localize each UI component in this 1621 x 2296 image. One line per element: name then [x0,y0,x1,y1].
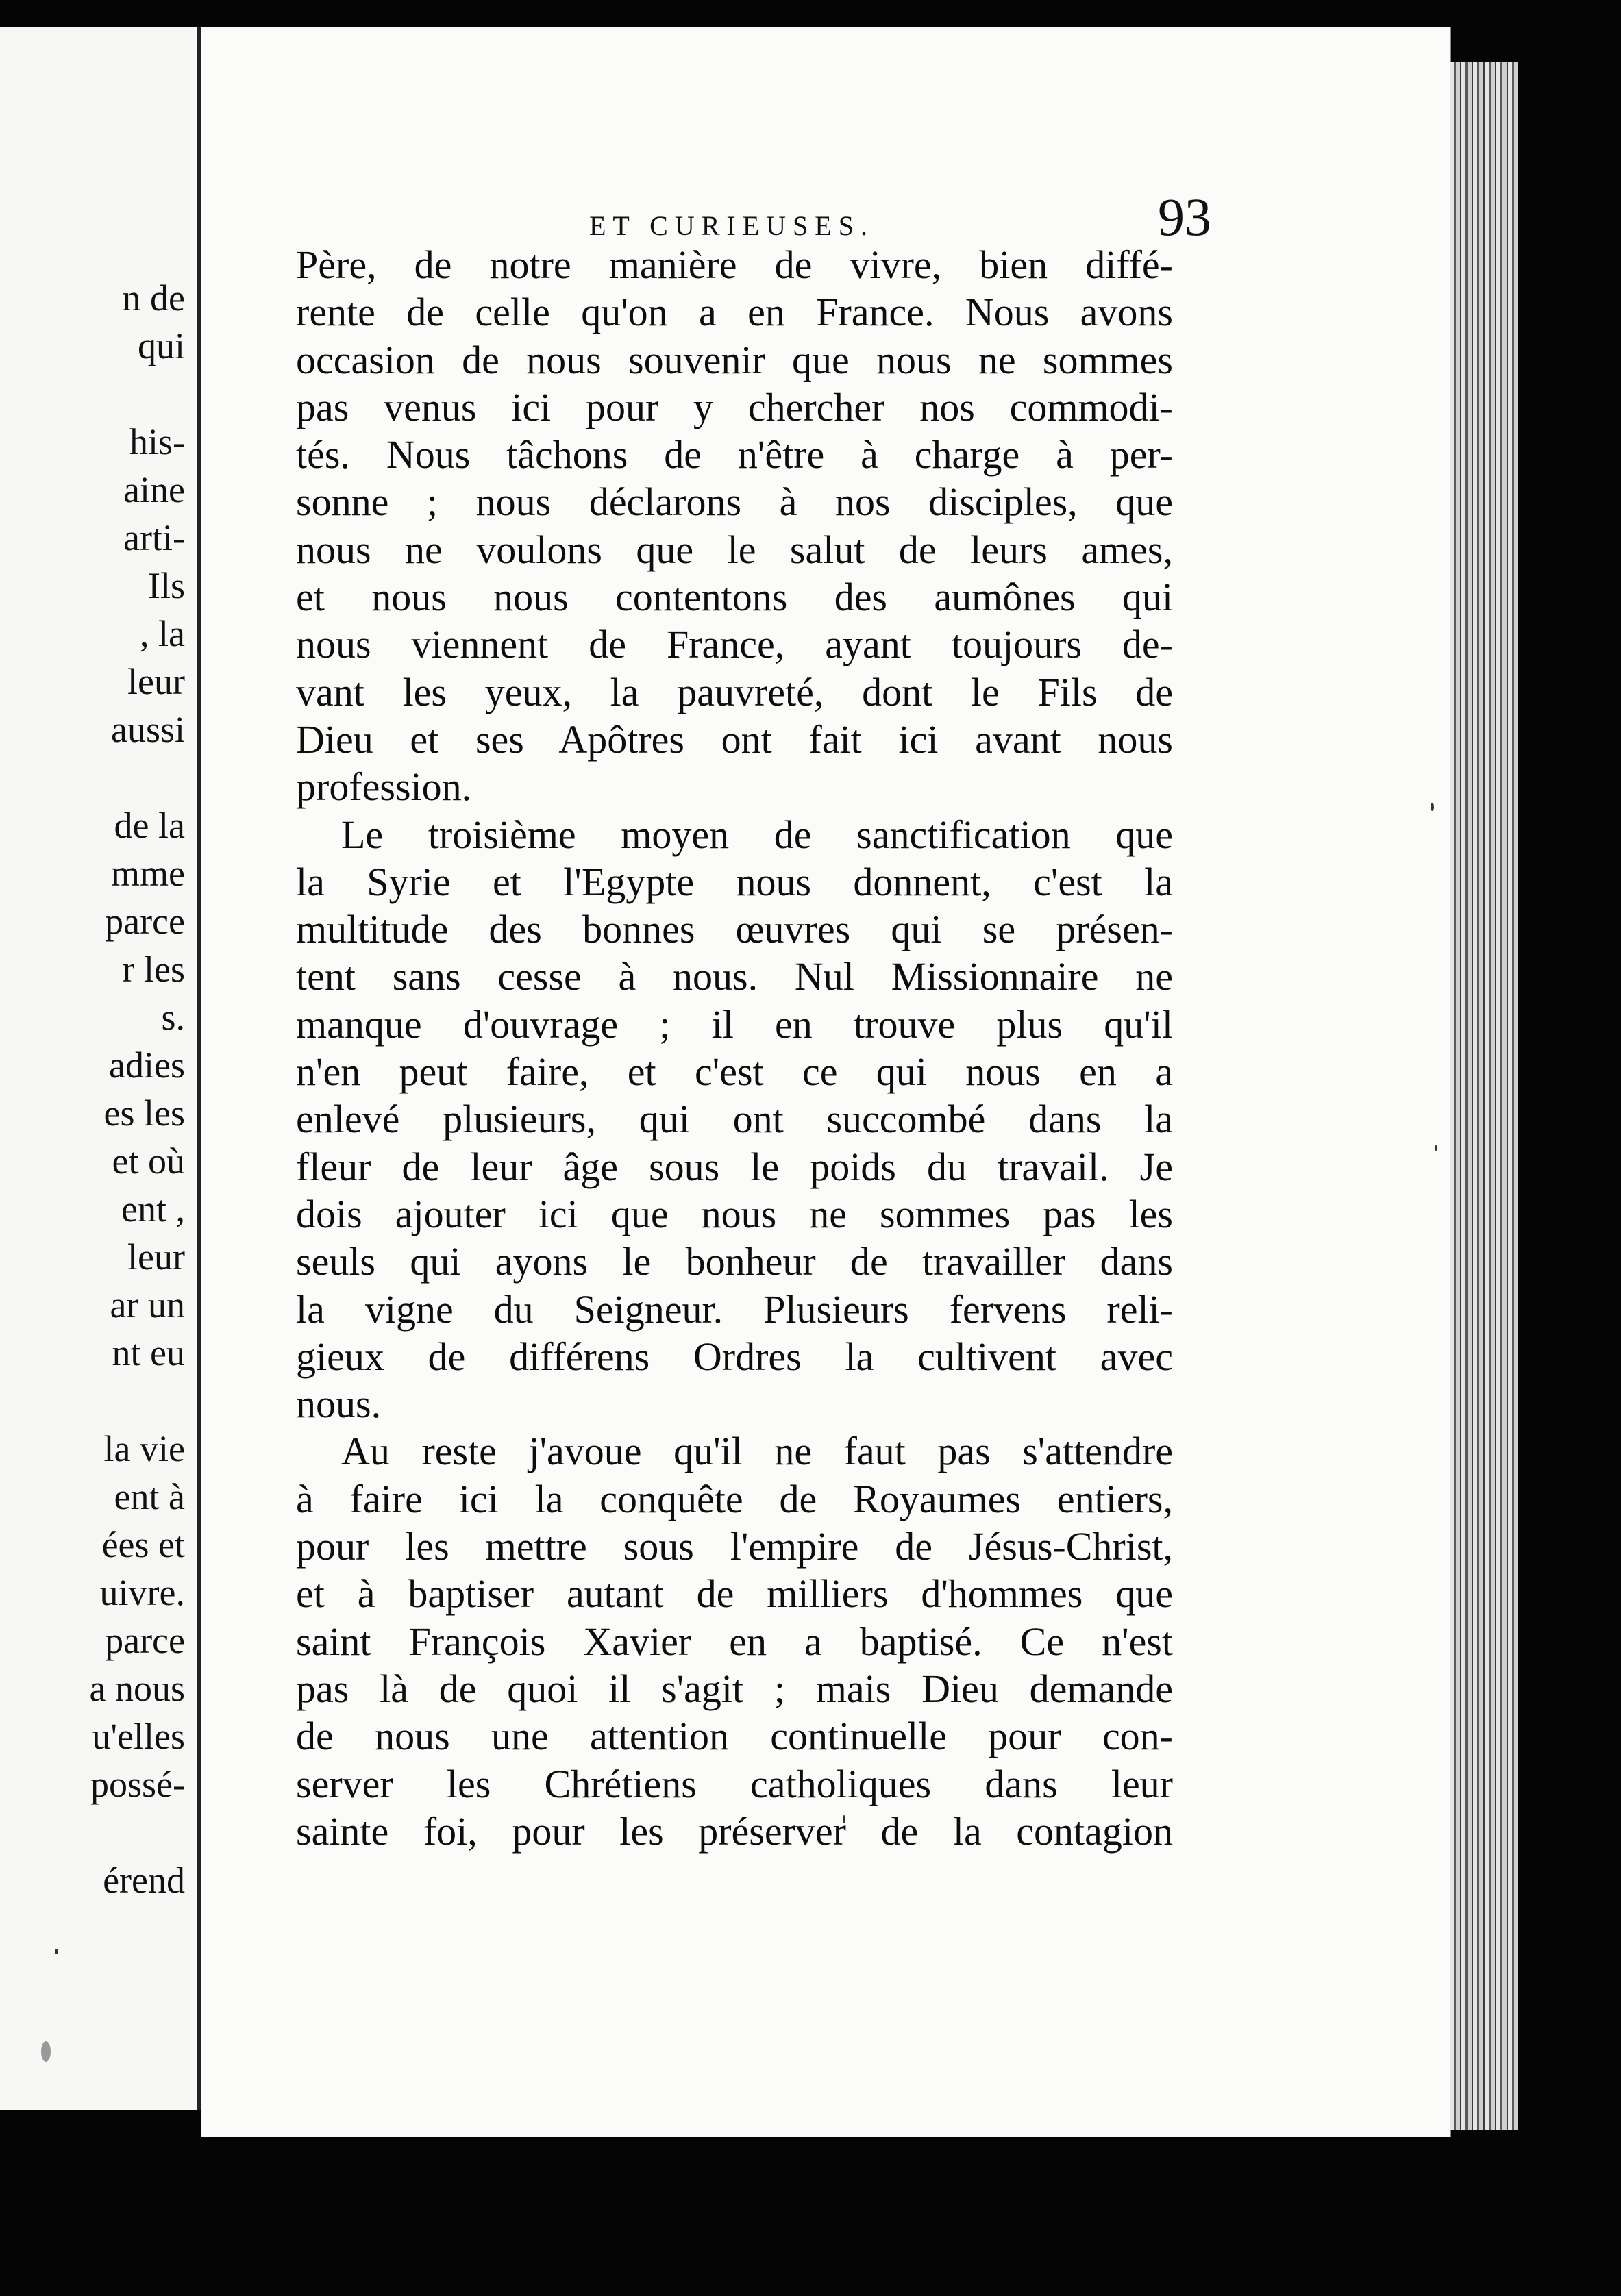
left-fragment-line: mme [111,853,185,894]
left-fragment-line: leur [127,661,185,702]
text-line: la vigne du Seigneur. Plusieurs fervens reli- [296,1286,1173,1332]
text-line: nous viennent de France, ayant toujours de- [296,622,1173,667]
text-line: Le troisième moyen de sanctification que [341,812,1173,857]
left-fragment-line: possé- [90,1764,185,1805]
running-title: ET CURIEUSES. [589,210,874,241]
left-fragment-line [0,1377,185,1425]
left-fragment-line: érend [103,1860,185,1901]
text-line: Dieu et ses Apôtres ont fait ici avant nous [296,716,1173,762]
text-line: multitude des bonnes œuvres qui se présen- [296,907,1173,952]
text-line: nous ne voulons que le salut de leurs ames, [296,527,1173,572]
left-fragment-line: ées et [101,1524,185,1565]
text-line: sonne ; nous déclarons à nos disciples, que [296,479,1173,525]
text-line: tent sans cesse à nous. Nul Missionnaire ne [296,954,1173,999]
book-page-edges [1450,62,1518,2130]
left-fragment-line [0,370,185,418]
text-line: nous. [296,1382,382,1427]
left-fragment-line: parce [105,1620,185,1661]
text-line: enlevé plusieurs, qui ont succombé dans la [296,1097,1173,1142]
text-line: n'en peut faire, et c'est ce qui nous en a [296,1049,1173,1095]
text-line: pas venus ici pour y chercher nos commodi- [296,384,1173,429]
text-line: vant les yeux, la pauvreté, dont le Fils de [296,669,1173,714]
text-line: Au reste j'avoue qu'il ne faut pas s'attendre [341,1429,1173,1474]
left-fragment-line: parce [105,901,185,942]
left-fragment-line: de la [114,805,185,846]
left-fragment-line: , la [140,613,185,654]
paper-speck [41,2041,51,2062]
text-line: et à baptiser autant de milliers d'hommes que [296,1571,1173,1617]
text-line: gieux de différens Ordres la cultivent avec [296,1334,1173,1379]
left-fragment-line: ar un [110,1284,185,1325]
left-fragment-line: es les [103,1093,185,1134]
text-line: rente de celle qu'on a en France. Nous avons [296,290,1173,335]
paper-speck [1431,803,1434,811]
left-fragment-line: aussi [111,709,185,750]
text-line: et nous nous contentons des aumônes qui [296,575,1173,620]
text-line: Père, de notre manière de vivre, bien diffé- [296,242,1173,287]
left-fragment-line [0,1808,185,1856]
left-fragment-line: ent à [114,1476,185,1517]
left-fragment-line: aine [123,469,185,510]
left-fragment-line: qui [137,325,185,366]
left-fragment-line: r les [122,949,185,990]
text-line: seuls qui ayons le bonheur de travailler dans [296,1239,1173,1284]
text-line: profession. [296,764,472,810]
page-number: 93 [1158,187,1211,247]
text-line: la Syrie et l'Egypte nous donnent, c'est la [296,859,1173,904]
left-fragment-line: la vie [103,1428,185,1469]
left-fragment-line: Ils [148,565,185,606]
paper-speck [55,1949,58,1954]
text-line: de nous une attention continuelle pour con- [296,1714,1173,1759]
left-page [0,27,200,2110]
text-line: server les Chrétiens catholiques dans leur [296,1761,1173,1806]
left-fragment-line: nt eu [112,1332,185,1373]
text-line: tés. Nous tâchons de n'être à charge à per- [296,432,1173,477]
text-line: manque d'ouvrage ; il en trouve plus qu'il [296,1001,1173,1047]
text-line: sainte foi, pour les préserver de la contagion [296,1808,1173,1854]
text-line: pas là de quoi il s'agit ; mais Dieu demande [296,1666,1173,1711]
left-fragment-line: ent , [121,1188,185,1230]
paper-speck [1435,1145,1437,1151]
left-fragment-line: arti- [123,517,185,558]
left-fragment-line: uivre. [99,1572,185,1613]
running-head [384,184,1240,245]
text-line: pour les mettre sous l'empire de Jésus-Christ, [296,1524,1173,1569]
left-page-text-fragments [0,274,185,1904]
left-fragment-line: leur [127,1236,185,1277]
left-fragment-line: a nous [89,1668,185,1709]
left-fragment-line: u'elles [92,1716,185,1757]
left-fragment-line: adies [109,1045,185,1086]
body-text [296,241,1173,1855]
left-fragment-line: his- [129,421,185,462]
text-line: fleur de leur âge sous le poids du travail. Je [296,1144,1173,1189]
left-fragment-line: s. [161,997,185,1038]
text-line: à faire ici la conquête de Royaumes entiers, [296,1476,1173,1521]
left-fragment-line [0,753,185,801]
left-fragment-line: n de [122,277,185,319]
left-fragment-line: et où [112,1140,185,1182]
text-line: saint François Xavier en a baptisé. Ce n'est [296,1619,1173,1664]
text-line: dois ajouter ici que nous ne sommes pas les [296,1191,1173,1236]
text-line: occasion de nous souvenir que nous ne sommes [296,337,1173,382]
